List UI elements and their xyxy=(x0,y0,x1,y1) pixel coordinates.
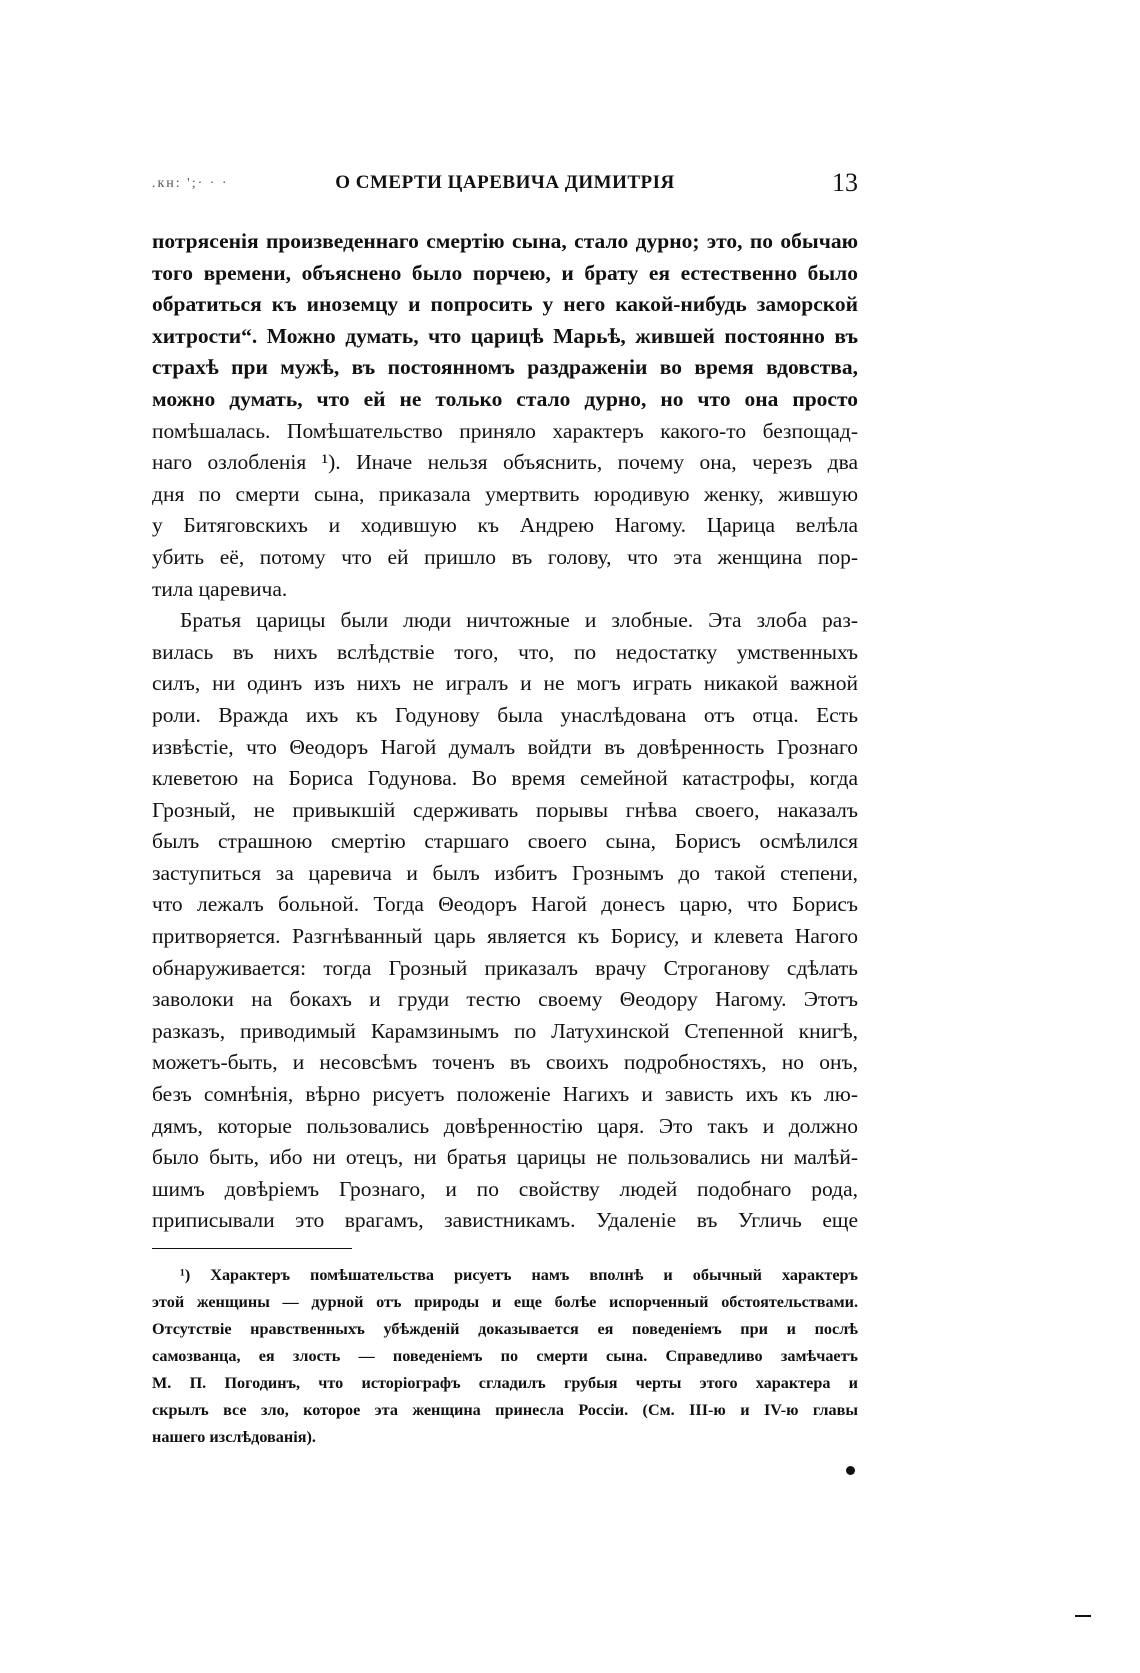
body-line: извѣстіе, что Θеодоръ Нагой думалъ войдти въ довѣренность Грознаго xyxy=(152,734,858,759)
footnote xyxy=(152,1262,858,1451)
body-line: вилась въ нихъ вслѣдствіе того, что, по недостатку умственныхъ xyxy=(152,639,858,664)
body-line: что лежалъ больной. Тогда Θеодоръ Нагой донесъ царю, что Борисъ xyxy=(152,892,858,917)
body-line: заступиться за царевича и былъ избитъ Грознымъ до такой степени, xyxy=(152,860,858,885)
body-line: приписывали это врагамъ, завистникамъ. Удаленіе въ Угличь еще xyxy=(152,1208,858,1233)
body-line: обнаруживается: тогда Грозный приказалъ врачу Строганову сдѣлать xyxy=(152,955,858,980)
body-line: роли. Вражда ихъ къ Годунову была унаслѣдована отъ отца. Есть xyxy=(152,702,858,727)
footnote-line: этой женщины — дурной отъ природы и еще болѣе испорченный обстоятельствами. xyxy=(152,1293,858,1311)
body-text xyxy=(152,226,858,1237)
body-line: Братья царицы были люди ничтожные и злобные. Эта злоба раз- xyxy=(180,608,858,633)
body-line: безъ сомнѣнія, вѣрно рисуетъ положеніе Нагихъ и зависть ихъ къ лю- xyxy=(152,1082,858,1107)
page-number: 13 xyxy=(832,168,858,197)
body-line: тила царевича. xyxy=(152,576,288,601)
body-line: былъ страшною смертію старшаго своего сына, Борисъ осмѣлился xyxy=(152,829,858,854)
body-line: силъ, ни одинъ изъ нихъ не игралъ и не могъ играть никакой важной xyxy=(152,671,858,696)
body-line: Грозный, не привыкшій сдерживать порывы гнѣва своего, наказалъ xyxy=(152,797,858,822)
body-line: того времени, объяснено было порчею, и брату ея естественно было xyxy=(152,260,858,285)
footnote-line: ¹) Характеръ помѣшательства рисуетъ намъ вполнѣ и обычный характеръ xyxy=(180,1266,858,1284)
body-line: клеветою на Бориса Годунова. Во время семейной катастрофы, когда xyxy=(152,766,858,791)
footnote-line: самозванца, ея злость — поведеніемъ по смерти сына. Справедливо замѣчаетъ xyxy=(152,1347,858,1365)
body-line: потрясенія произведеннаго смертію сына, стало дурно; это, по обычаю xyxy=(152,229,858,253)
body-line: заволоки на бокахъ и груди тестю своему Θеодору Нагому. Этотъ xyxy=(152,987,858,1012)
body-line: хитрости“. Можно думать, что царицѣ Марьѣ, жившей постоянно въ xyxy=(152,323,858,348)
body-line: можно думать, что ей не только стало дурно, но что она просто xyxy=(152,386,858,411)
body-line: обратиться къ иноземцу и попросить у него какой-нибудь заморской xyxy=(152,292,858,317)
body-line: убить её, потому что ей пришло въ голову, что эта женщина пор- xyxy=(152,544,858,569)
body-line: было быть, ибо ни отецъ, ни братья царицы не пользовались ни малѣй- xyxy=(152,1145,858,1170)
body-line: шимъ довѣріемъ Грознаго, и по свойству людей подобнаго рода, xyxy=(152,1176,858,1201)
running-head xyxy=(152,170,858,206)
body-line: наго озлобленія ¹). Иначе нельзя объяснить, почему она, черезъ два xyxy=(152,450,858,475)
body-line: страхѣ при мужѣ, въ постоянномъ раздраженіи во время вдовства, xyxy=(152,355,858,380)
body-line: разказъ, приводимый Карамзинымъ по Латухинской Степенной книгѣ, xyxy=(152,1018,858,1043)
footnote-line: М. П. Погодинъ, что исторіографъ сгладилъ грубыя черты этого характера и xyxy=(152,1374,858,1392)
footnote-line: нашего изслѣдованія). xyxy=(152,1428,316,1446)
body-line: притворяется. Разгнѣванный царь является къ Борису, и клевета Нагого xyxy=(152,924,858,949)
footnote-rule xyxy=(152,1248,352,1249)
running-head-noise: .кн: ';· · · xyxy=(152,176,229,191)
ink-dot xyxy=(846,1466,855,1475)
running-head-title: О СМЕРТИ ЦАРЕВИЧА ДИМИТРІЯ xyxy=(335,172,675,193)
footnote-line: Отсутствіе нравственныхъ убѣжденій доказывается ея поведеніемъ при и послѣ xyxy=(152,1320,858,1338)
ink-dash xyxy=(1075,1615,1091,1617)
footnote-line: скрылъ все зло, которое эта женщина принесла Россіи. (См. III-ю и IV-ю главы xyxy=(152,1401,858,1419)
body-line: помѣшалась. Помѣшательство приняло характеръ какого-то безпощад- xyxy=(152,418,858,443)
body-line: у Битяговскихъ и ходившую къ Андрею Нагому. Царица велѣла xyxy=(152,513,858,538)
body-line: можетъ-быть, и несовсѣмъ точенъ въ своихъ подробностяхъ, но онъ, xyxy=(152,1050,858,1075)
body-line: дня по смерти сына, приказала умертвить юродивую женку, жившую xyxy=(152,481,858,506)
body-line: дямъ, которые пользовались довѣренностію царя. Это такъ и должно xyxy=(152,1113,858,1138)
